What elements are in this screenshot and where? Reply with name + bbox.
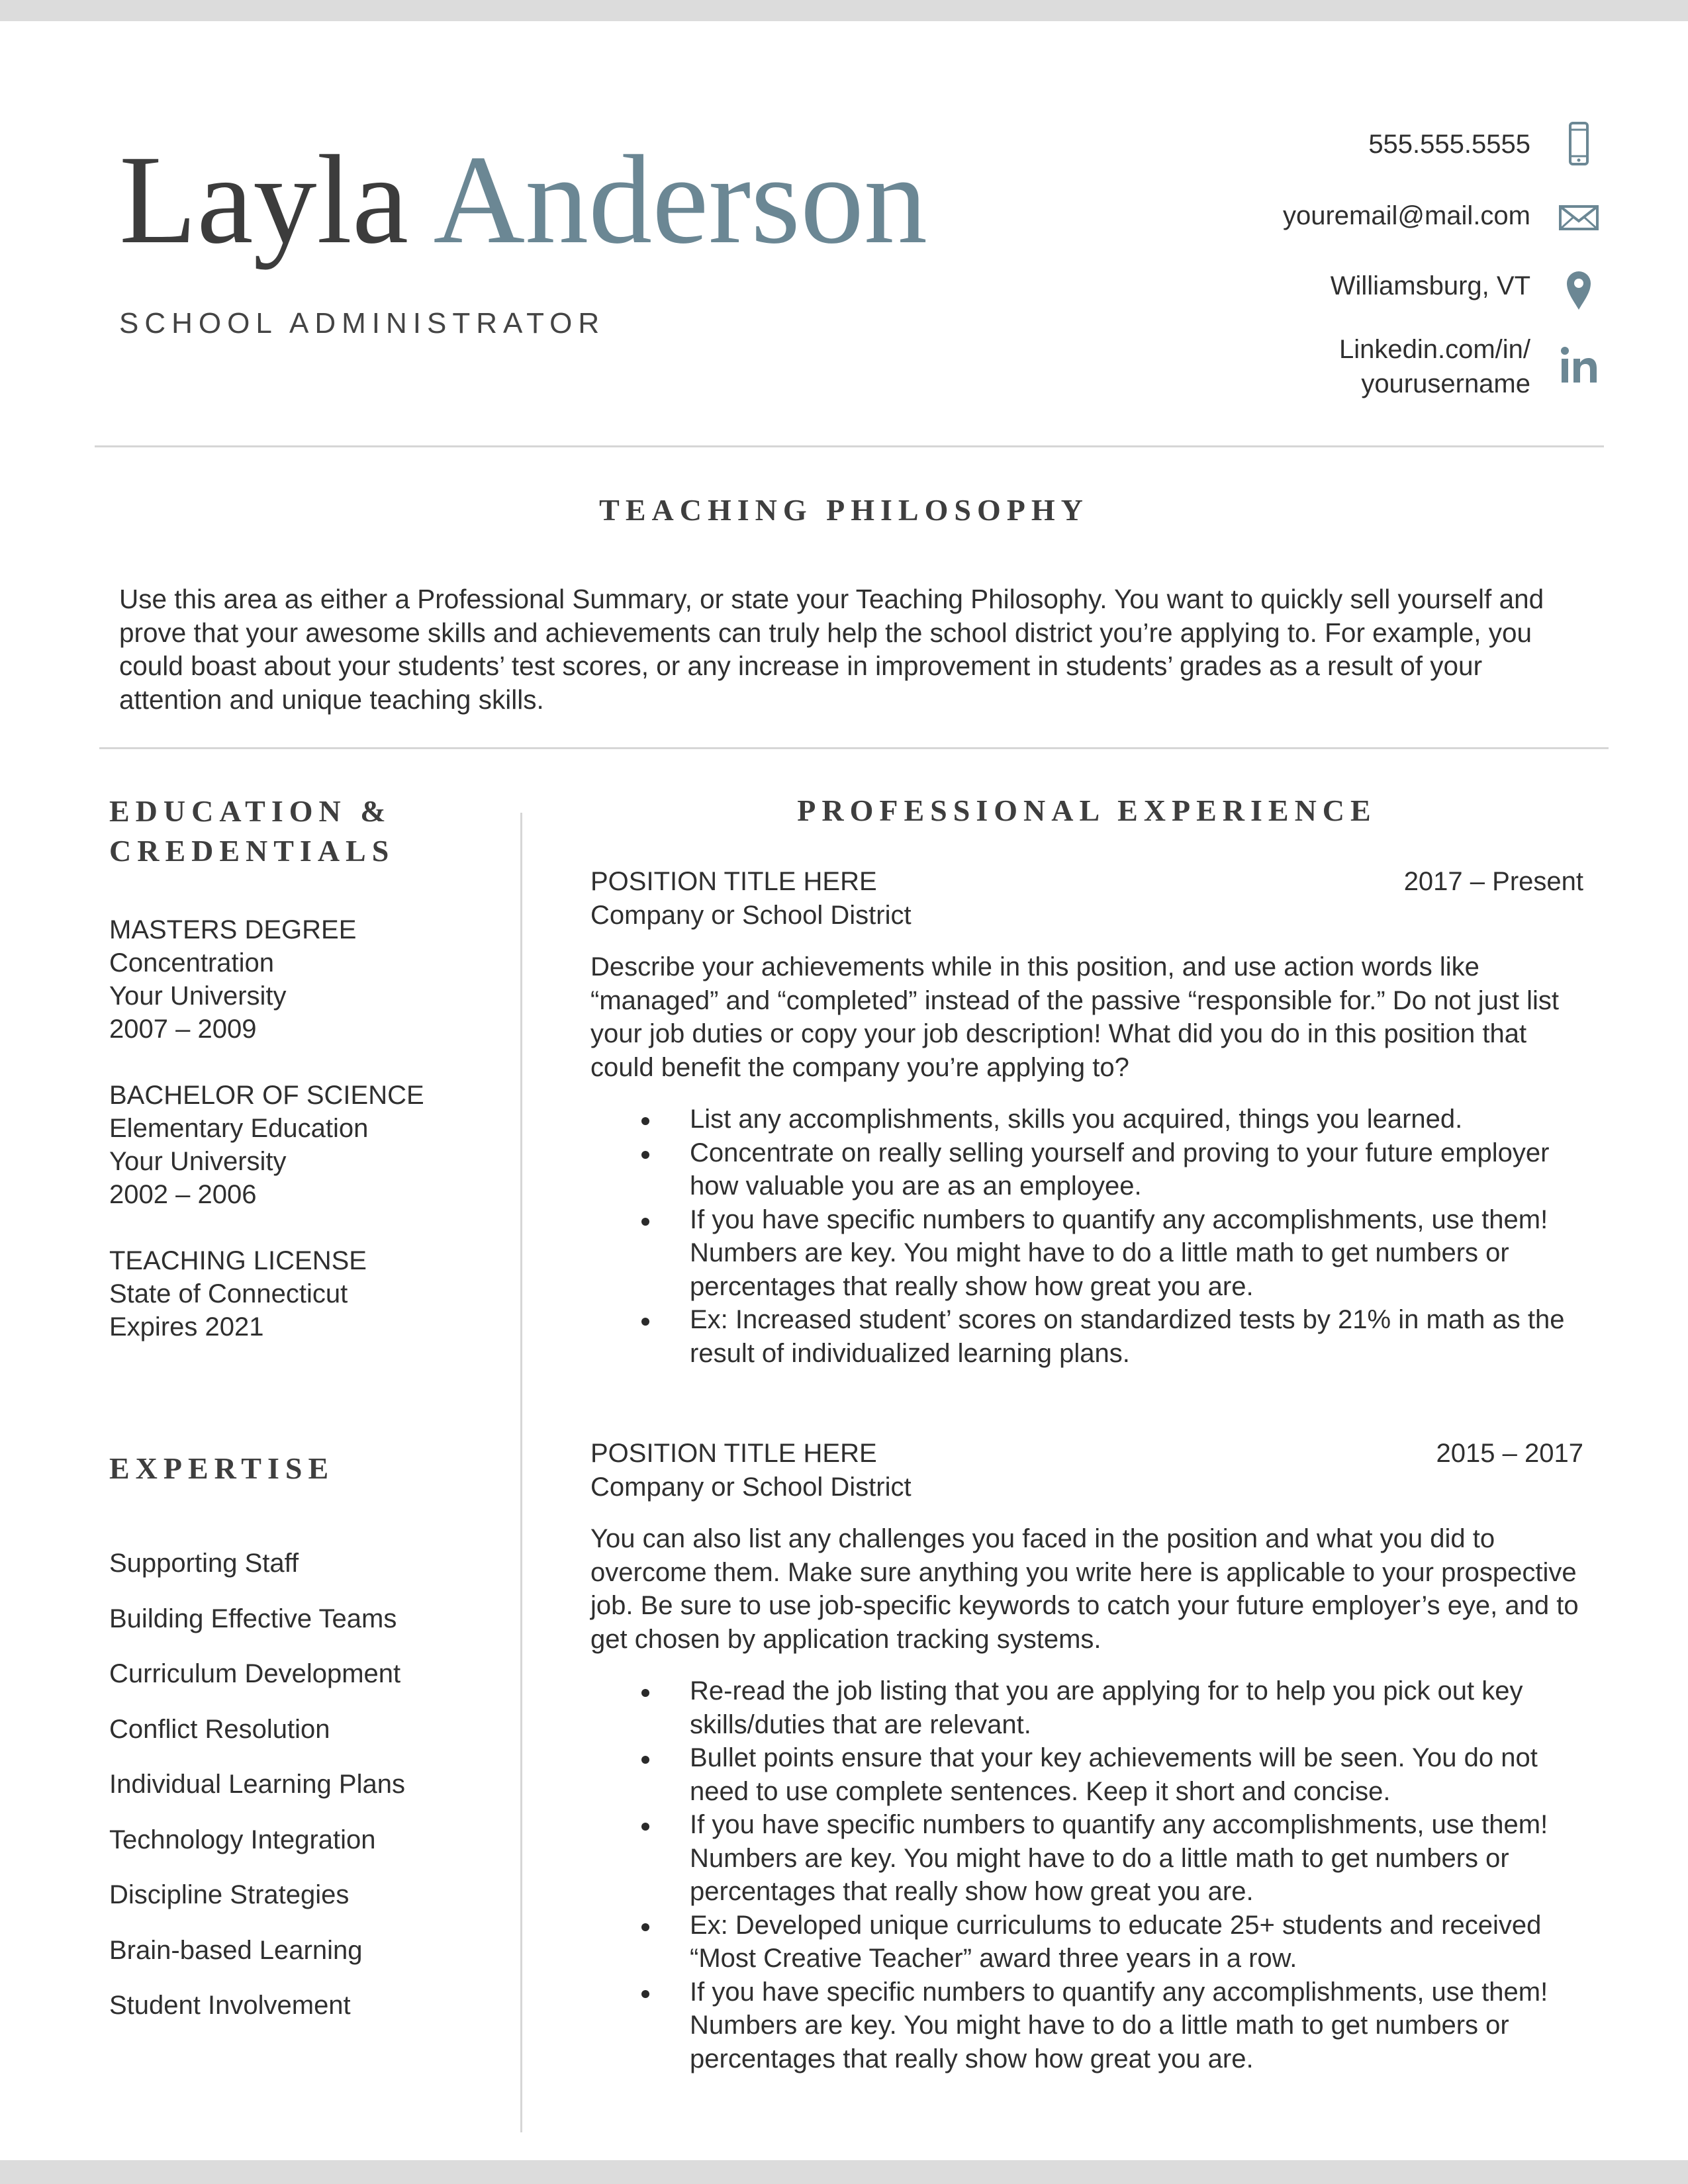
expertise-heading: EXPERTISE	[109, 1451, 335, 1485]
position-entry	[590, 865, 1583, 1370]
bullet-item: If you have specific numbers to quantify any accomplishments, use them! Numbers are key. You might have to do a little math to get numbers or percentages that really show how great you are.	[590, 1976, 1603, 2076]
expertise-item: Curriculum Development	[109, 1659, 401, 1688]
expertise-item: Discipline Strategies	[109, 1880, 350, 1909]
education-field: Concentration	[109, 948, 275, 978]
last-name: Anderson	[433, 129, 927, 270]
column-divider	[520, 813, 522, 2132]
linkedin-icon	[1559, 343, 1599, 389]
expertise-item: Individual Learning Plans	[109, 1770, 405, 1799]
position-title: POSITION TITLE HERE	[590, 867, 877, 896]
bullet-item: Re-read the job listing that you are applying for to help you pick out key skills/duties that are relevant.	[590, 1674, 1603, 1741]
education-item	[109, 1244, 506, 1343]
position-bullets	[590, 1103, 1583, 1370]
education-years: 2002 – 2006	[109, 1180, 257, 1209]
education-school: Expires 2021	[109, 1312, 264, 1342]
page-bottom-margin	[0, 2160, 1688, 2184]
linkedin-line-1: Linkedin.com/in/	[1338, 335, 1530, 364]
bullet-item: If you have specific numbers to quantify any accomplishments, use them! Numbers are key. You might have to do a little math to get numbers or percentages that really show how great you are.	[590, 1203, 1603, 1304]
position-entry	[590, 1437, 1583, 2075]
education-field: State of Connecticut	[109, 1279, 348, 1308]
experience-heading: PROFESSIONAL EXPERIENCE	[797, 794, 1377, 827]
expertise-item: Building Effective Teams	[109, 1604, 397, 1633]
education-degree: BACHELOR OF SCIENCE	[109, 1081, 424, 1110]
philosophy-text: Use this area as either a Professional Summary, or state your Teaching Philosophy. You want to quickly sell yourself and prove that your awesome skills and achievements can truly help the school district you’re applying to. For example, you could boast about your students’ test scores, or any increase in improvement in students’ grades as a result of your attention and unique teaching skills.	[119, 584, 1544, 715]
contact-location: Williamsburg, VT	[1330, 271, 1530, 300]
contact-phone: 555.555.5555	[1368, 130, 1530, 159]
philosophy-heading: TEACHING PHILOSOPHY	[599, 493, 1089, 527]
education-heading-line-2: CREDENTIALS	[109, 834, 395, 868]
education-degree: TEACHING LICENSE	[109, 1246, 367, 1275]
education-heading	[109, 792, 395, 871]
education-item	[109, 1079, 506, 1211]
bullet-item: Concentrate on really selling yourself and proving to your future employer how valuable you are as an employee.	[590, 1136, 1603, 1203]
position-company: Company or School District	[590, 1472, 912, 1502]
position-title: POSITION TITLE HERE	[590, 1439, 877, 1468]
bullet-item: Ex: Developed unique curriculums to educate 25+ students and received “Most Creative Teacher” award three years in a row.	[590, 1909, 1603, 1976]
position-dates: 2015 – 2017	[1436, 1439, 1583, 1468]
expertise-item: Student Involvement	[109, 1991, 351, 2020]
education-school: Your University	[109, 1147, 287, 1176]
expertise-item: Conflict Resolution	[109, 1714, 330, 1744]
expertise-item: Supporting Staff	[109, 1549, 299, 1578]
education-heading-line-1: EDUCATION &	[109, 794, 392, 828]
expertise-list	[109, 1543, 405, 2041]
map-pin-icon	[1559, 266, 1599, 312]
education-item	[109, 913, 506, 1046]
bullet-item: Bullet points ensure that your key achievements will be seen. You do not need to use complete sentences. Keep it short and concise.	[590, 1741, 1603, 1808]
bullet-item: Ex: Increased student’ scores on standardized tests by 21% in math as the result of individualized learning plans.	[590, 1303, 1603, 1370]
expertise-item: Technology Integration	[109, 1825, 376, 1854]
job-title: SCHOOL ADMINISTRATOR	[119, 307, 606, 340]
position-dates: 2017 – Present	[1403, 867, 1583, 896]
position-description: You can also list any challenges you faced in the position and what you did to overcome them. Make sure anything you write here is applicable to your prospective job. Be sure to use job-specific keywords to catch your future employer’s eye, and to get chosen by application tracking systems.	[590, 1524, 1579, 1654]
first-name: Layla	[119, 129, 409, 270]
header-divider	[95, 445, 1604, 447]
education-years: 2007 – 2009	[109, 1015, 257, 1044]
position-company: Company or School District	[590, 900, 912, 930]
education-degree: MASTERS DEGREE	[109, 915, 357, 944]
position-bullets	[590, 1674, 1583, 2075]
resume-page	[0, 21, 1688, 2160]
education-field: Elementary Education	[109, 1114, 369, 1143]
linkedin-line-2: yourusername	[1361, 369, 1530, 398]
contact-email: youremail@mail.com	[1282, 201, 1530, 230]
contact-linkedin	[1339, 332, 1530, 401]
education-school: Your University	[109, 981, 287, 1011]
bullet-item: List any accomplishments, skills you acquired, things you learned.	[590, 1103, 1603, 1136]
bullet-item: If you have specific numbers to quantify any accomplishments, use them! Numbers are key. You might have to do a little math to get numbers or percentages that really show how great you are.	[590, 1808, 1603, 1909]
candidate-name	[119, 120, 927, 279]
phone-icon	[1559, 120, 1599, 167]
expertise-item: Brain-based Learning	[109, 1935, 363, 1965]
philosophy-divider	[99, 747, 1609, 749]
position-description: Describe your achievements while in this position, and use action words like “managed” and “completed” instead of the passive “responsible for.” Do not just list your job duties or copy your job description! What did you do in this position that could benefit the company you’re applying to?	[590, 952, 1559, 1082]
envelope-icon	[1559, 192, 1599, 238]
